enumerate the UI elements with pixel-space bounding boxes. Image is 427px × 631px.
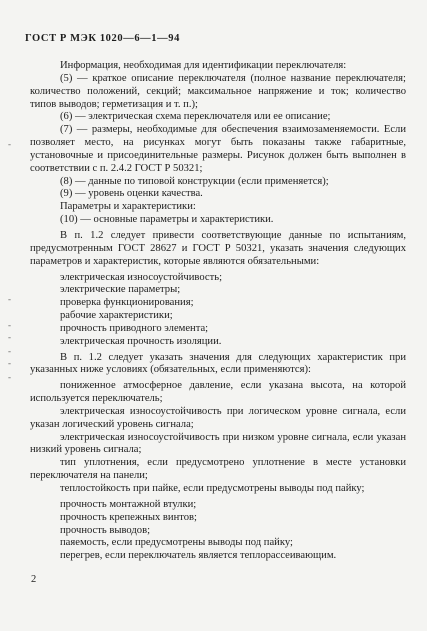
running-header: ГОСТ Р МЭК 1020—6—1—94	[25, 33, 180, 44]
list-item-required: электрическая прочность изоляции.	[60, 335, 222, 347]
list-item-required: проверка функционирования;	[60, 297, 194, 309]
list-item-condition: тип уплотнения, если предусмотрено уплотнение в месте установки переключателя на панели;	[30, 457, 406, 482]
list-item-required: электрическая износоустойчивость;	[60, 271, 223, 283]
list-item-condition: прочность монтажной втулки;	[60, 498, 197, 510]
list-item-required: электрические параметры;	[60, 284, 181, 296]
list-item-condition: прочность выводов;	[60, 524, 151, 536]
margin-mark: -	[8, 346, 11, 356]
margin-mark: -	[8, 320, 11, 330]
paragraph-item-9: (9) — уровень оценки качества.	[60, 188, 203, 200]
list-item-required: рабочие характеристики;	[60, 310, 173, 322]
list-item-condition: теплостойкость при пайке, если предусмотрены выводы под пайку;	[60, 483, 365, 494]
page-number: 2	[31, 574, 37, 585]
list-item-condition: электрическая износоустойчивость при низком уровне сигнала, если указан низкий уровень сигнала;	[30, 431, 406, 456]
paragraph-conditions-intro: В п. 1.2 следует указать значения для следующих характеристик при указанных ниже условиях (обязательных, если применяются):	[30, 351, 406, 376]
margin-mark: -	[8, 294, 11, 304]
margin-mark: -	[8, 332, 11, 342]
margin-mark: -	[8, 372, 11, 382]
paragraph-item-10: (10) — основные параметры и характеристики.	[60, 214, 274, 226]
document-body	[30, 60, 406, 563]
paragraph-item-8: (8) — данные по типовой конструкции (если применяется);	[60, 175, 329, 187]
paragraph-params-intro: Параметры и характеристики:	[60, 201, 196, 213]
margin-mark: -	[8, 358, 11, 368]
margin-mark: -	[8, 139, 11, 149]
paragraph-item-5: (5) — краткое описание переключателя (полное название переключателя; количество положений, секций; максимальное напряжение и ток; количество типов выводов; герметизация и т. п.);	[30, 72, 406, 110]
paragraph-item-6: (6) — электрическая схема переключателя или ее описание;	[60, 111, 331, 123]
list-item-condition: электрическая износоустойчивость при логическом уровне сигнала, если указан логический уровень сигнала;	[30, 405, 406, 430]
paragraph-item-7: (7) — размеры, необходимые для обеспечения взаимозаменяемости. Если позволяет место, на рисунках могут быть показаны также габаритные, установочные и присоединительные размеры. Рисунок должен быть выполнен в соответствии с п. 2.4.2 ГОСТ Р 50321;	[30, 124, 406, 174]
paragraph-identification-intro: Информация, необходимая для идентификации переключателя:	[60, 60, 347, 71]
list-item-required: прочность приводного элемента;	[60, 322, 209, 334]
list-item-condition: паяемость, если предусмотрены выводы под пайку;	[60, 537, 293, 549]
list-item-condition: перегрев, если переключатель является теплорассеивающим.	[60, 550, 337, 562]
paragraph-tests-intro: В п. 1.2 следует привести соответствующие данные по испытаниям, предусмотренным ГОСТ 28627 и ГОСТ Р 50321, указать значения следующих параметров и характеристик, которые являются обязательными:	[30, 229, 406, 267]
list-item-condition: прочность крепежных винтов;	[60, 511, 197, 523]
list-item-condition: пониженное атмосферное давление, если указана высота, на которой используется переключатель;	[30, 380, 406, 405]
